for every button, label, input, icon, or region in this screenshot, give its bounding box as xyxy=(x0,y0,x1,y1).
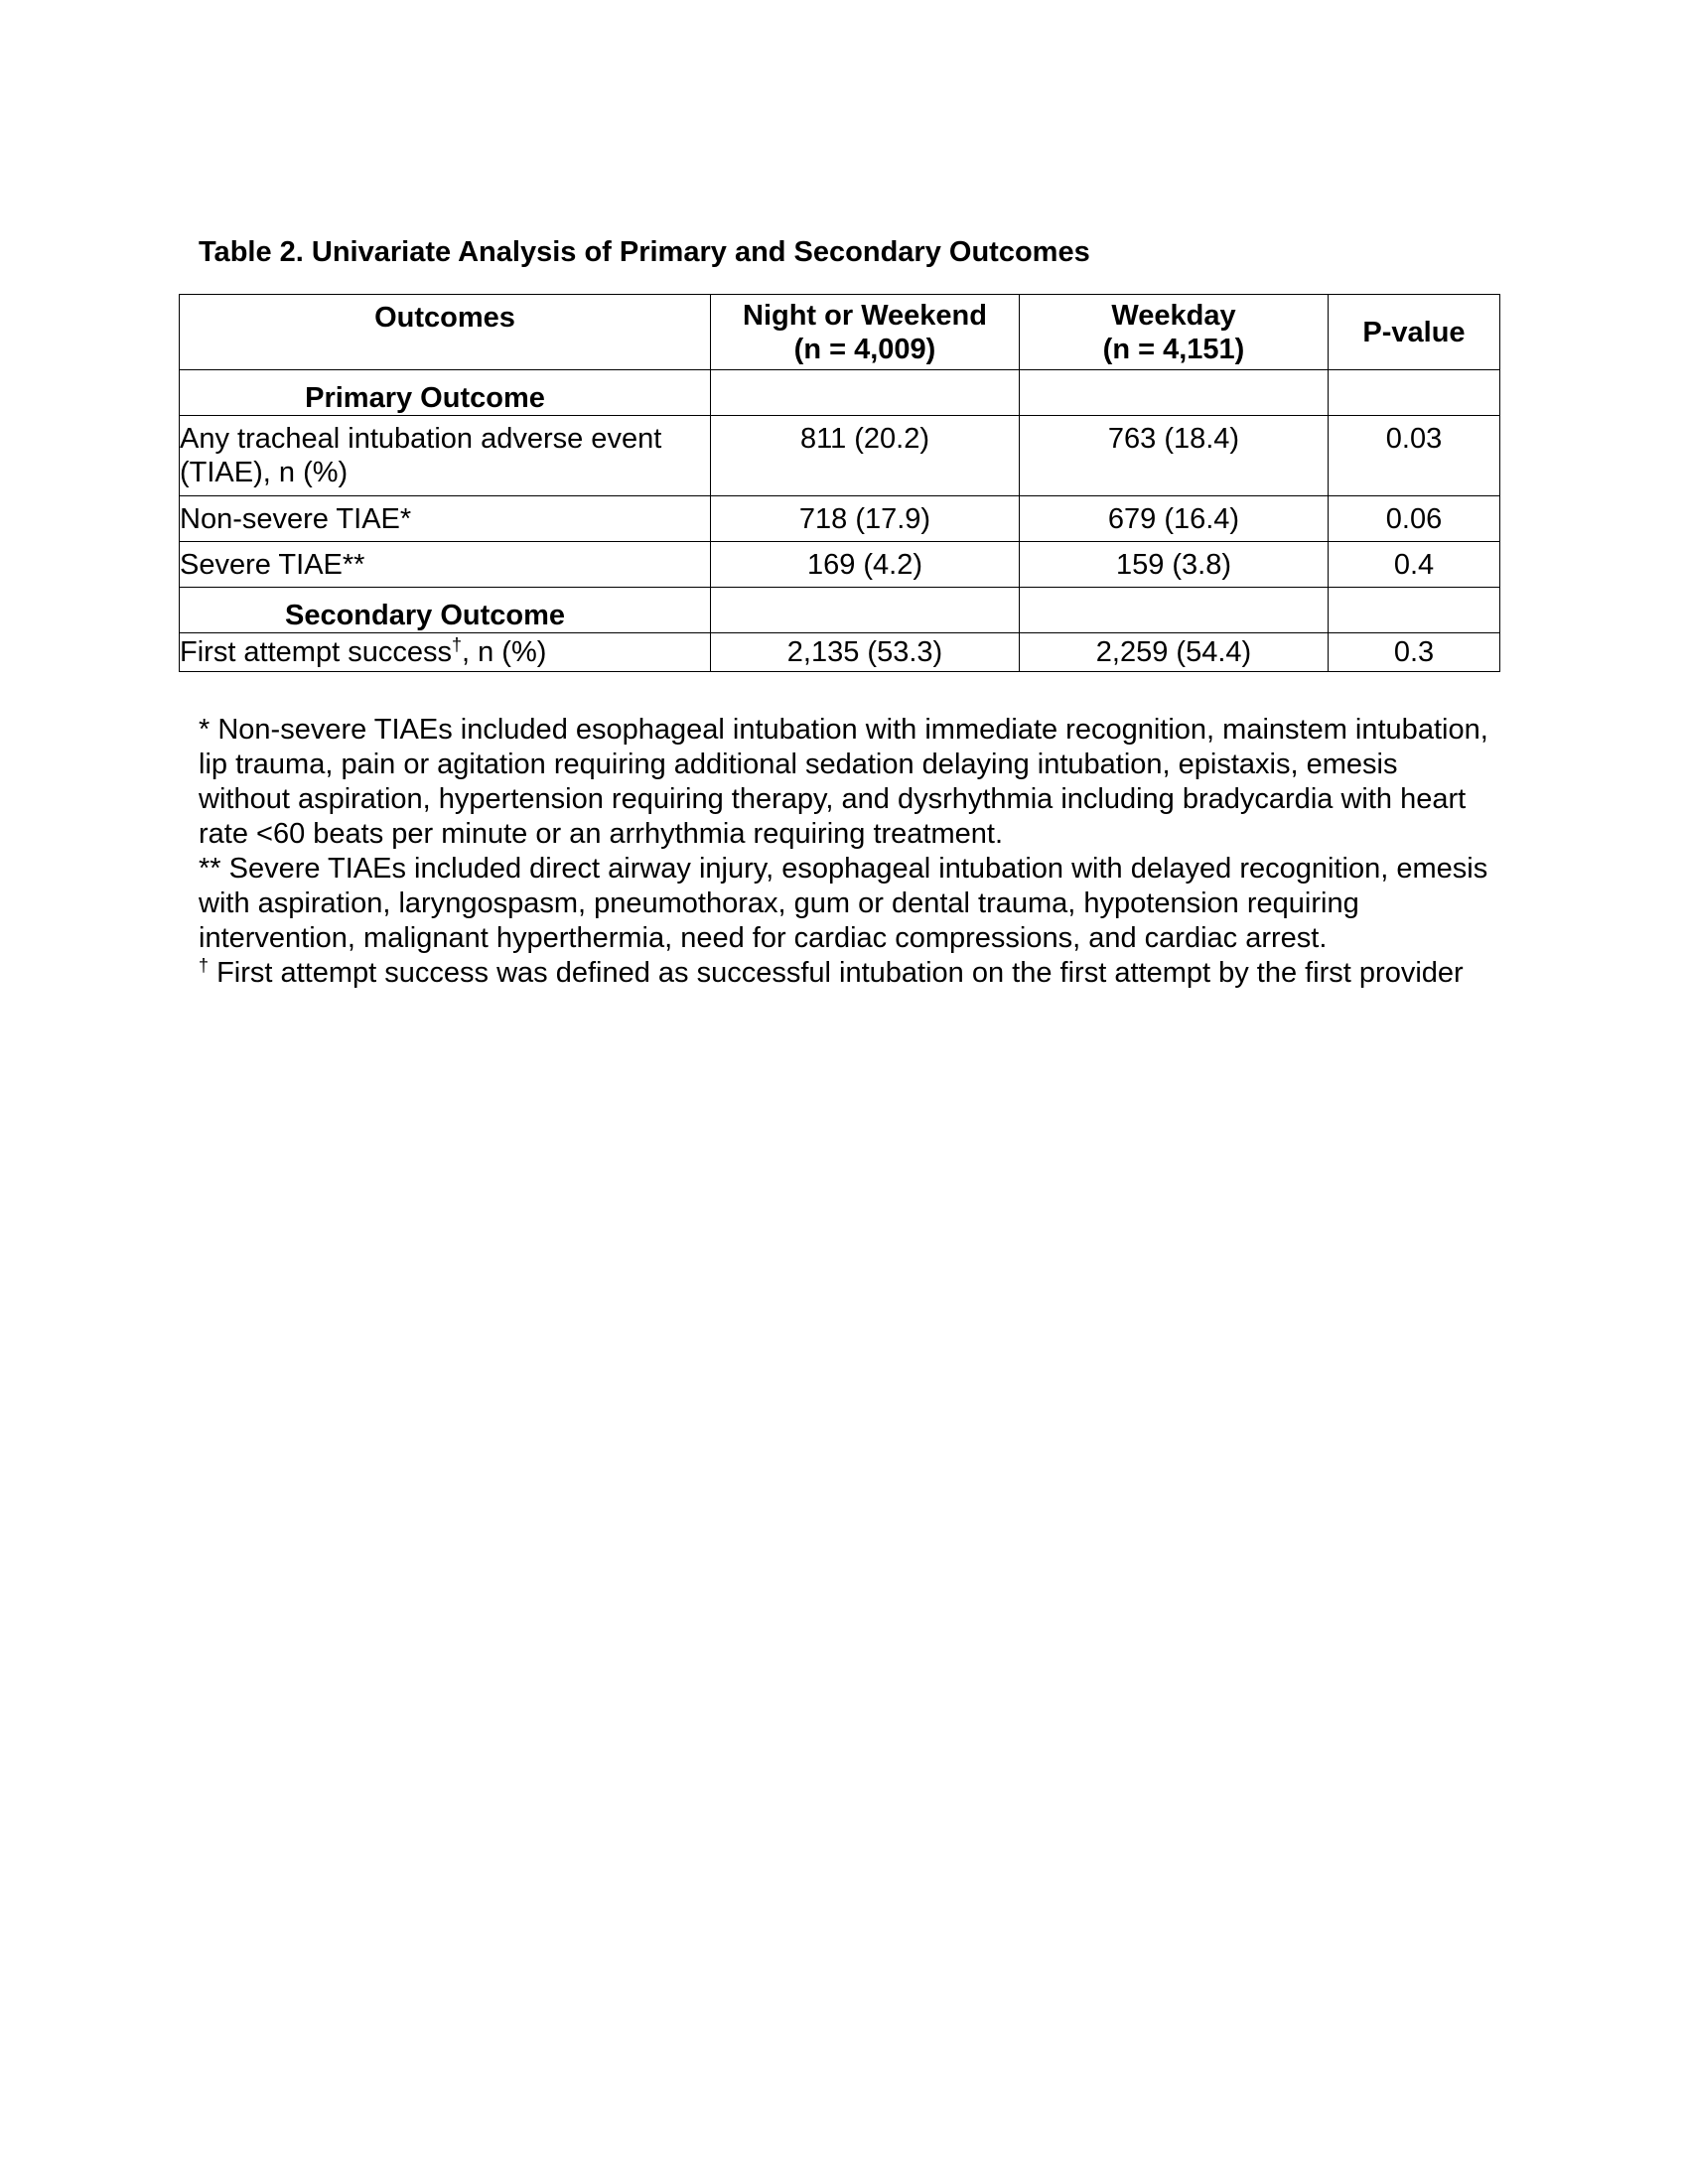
empty-cell xyxy=(1329,588,1500,633)
footnote-nonsevere: * Non-severe TIAEs included esophageal intubation with immediate recognition, mainstem intubation, lip trauma, pain or agitation requiring additional sedation delaying intubation, epistaxis, emesis without aspiration, hypertension requiring therapy, and dysrhythmia including bradycardia with heart rate <60 beats per minute or an arrhythmia requiring treatment. xyxy=(199,714,1488,850)
table-header-row xyxy=(180,295,1500,370)
row-label-rest: , n (%) xyxy=(461,636,547,668)
footnote-severe: ** Severe TIAEs included direct airway injury, esophageal intubation with delayed recognition, emesis with aspiration, laryngospasm, pneumothorax, gum or dental trauma, hypotension requiring intervention, malignant hyperthermia, need for cardiac compressions, and cardiac arrest. xyxy=(199,853,1488,954)
outcomes-table xyxy=(179,294,1500,672)
header-night-weekend xyxy=(711,295,1020,370)
empty-cell xyxy=(711,370,1020,416)
p-value: 0.3 xyxy=(1329,633,1500,672)
table-row xyxy=(180,416,1500,496)
row-label: Severe TIAE** xyxy=(180,542,711,588)
header-weekday-line1: Weekday xyxy=(1111,300,1236,332)
table-row xyxy=(180,496,1500,542)
footnote-first-attempt-text: First attempt success was defined as successful intubation on the first attempt by the first provider xyxy=(209,957,1464,989)
empty-cell xyxy=(1020,370,1329,416)
header-weekday-line2: (n = 4,151) xyxy=(1102,334,1245,365)
header-weekday xyxy=(1020,295,1329,370)
secondary-outcome-heading: Secondary Outcome xyxy=(180,588,711,633)
table-row xyxy=(180,633,1500,672)
night-weekend-value: 718 (17.9) xyxy=(711,496,1020,542)
row-label xyxy=(180,633,711,672)
empty-cell xyxy=(1329,370,1500,416)
p-value: 0.03 xyxy=(1329,416,1500,496)
header-night-weekend-line2: (n = 4,009) xyxy=(793,334,936,365)
empty-cell xyxy=(1020,588,1329,633)
weekday-value: 679 (16.4) xyxy=(1020,496,1329,542)
p-value: 0.06 xyxy=(1329,496,1500,542)
dagger-mark: † xyxy=(199,955,210,976)
weekday-value: 159 (3.8) xyxy=(1020,542,1329,588)
row-label-main: First attempt success xyxy=(180,636,452,668)
header-p-value: P-value xyxy=(1329,295,1500,370)
table-row xyxy=(180,542,1500,588)
primary-outcome-section-row xyxy=(180,370,1500,416)
secondary-outcome-section-row xyxy=(180,588,1500,633)
dagger-mark: † xyxy=(451,634,462,655)
table-title: Table 2. Univariate Analysis of Primary and Secondary Outcomes xyxy=(199,236,1090,268)
p-value: 0.4 xyxy=(1329,542,1500,588)
header-outcomes: Outcomes xyxy=(180,295,711,370)
header-night-weekend-line1: Night or Weekend xyxy=(743,300,987,332)
weekday-value: 2,259 (54.4) xyxy=(1020,633,1329,672)
night-weekend-value: 2,135 (53.3) xyxy=(711,633,1020,672)
row-label: Non-severe TIAE* xyxy=(180,496,711,542)
night-weekend-value: 169 (4.2) xyxy=(711,542,1020,588)
weekday-value: 763 (18.4) xyxy=(1020,416,1329,496)
primary-outcome-heading: Primary Outcome xyxy=(180,370,711,416)
night-weekend-value: 811 (20.2) xyxy=(711,416,1020,496)
row-label: Any tracheal intubation adverse event (TIAE), n (%) xyxy=(180,416,711,496)
footnotes xyxy=(199,713,1489,991)
footnote-first-attempt xyxy=(199,956,1489,991)
empty-cell xyxy=(711,588,1020,633)
